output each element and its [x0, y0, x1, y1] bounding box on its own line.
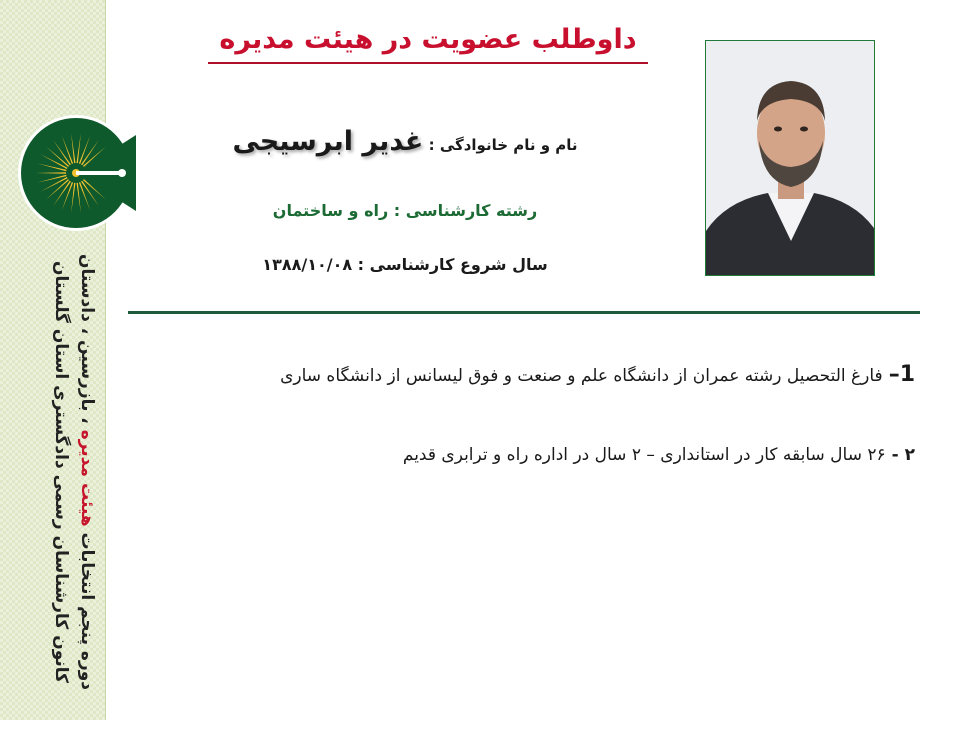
candidate-photo — [705, 40, 875, 276]
page-title: داوطلب عضویت در هیئت مدیره — [208, 18, 648, 64]
item-number: ۲ - — [891, 445, 915, 465]
election-caption-line2: کانون کارشناسان رسمی دادگستری استان گلستان — [51, 260, 71, 684]
list-item — [180, 358, 915, 392]
name-label: نام و نام خانوادگی : — [423, 136, 578, 154]
election-caption-line1: دوره پنجم انتخابات هیئت مدیره ، بازرسین ، دادستان — [77, 253, 97, 691]
start-year: سال شروع کارشناسی : ۱۳۸۸/۱۰/۰۸ — [262, 255, 548, 274]
item-text: ۲۶ سال سابقه کار در استانداری – ۲ سال در اداره راه و ترابری قدیم — [402, 445, 886, 465]
item-number: 1– — [888, 362, 915, 387]
section-divider — [128, 311, 920, 314]
board-highlight: هیئت مدیره — [77, 429, 97, 527]
candidate-name-row — [210, 120, 600, 164]
election-caption — [10, 202, 100, 742]
item-text: فارغ التحصیل رشته عمران از دانشگاه علم و صنعت و فوق لیسانس از دانشگاه ساری — [280, 366, 883, 386]
candidate-name: غدیر ابرسیجی — [232, 126, 424, 157]
expertise-field: رشته کارشناسی : راه و ساختمان — [272, 201, 538, 220]
list-item — [180, 438, 915, 472]
